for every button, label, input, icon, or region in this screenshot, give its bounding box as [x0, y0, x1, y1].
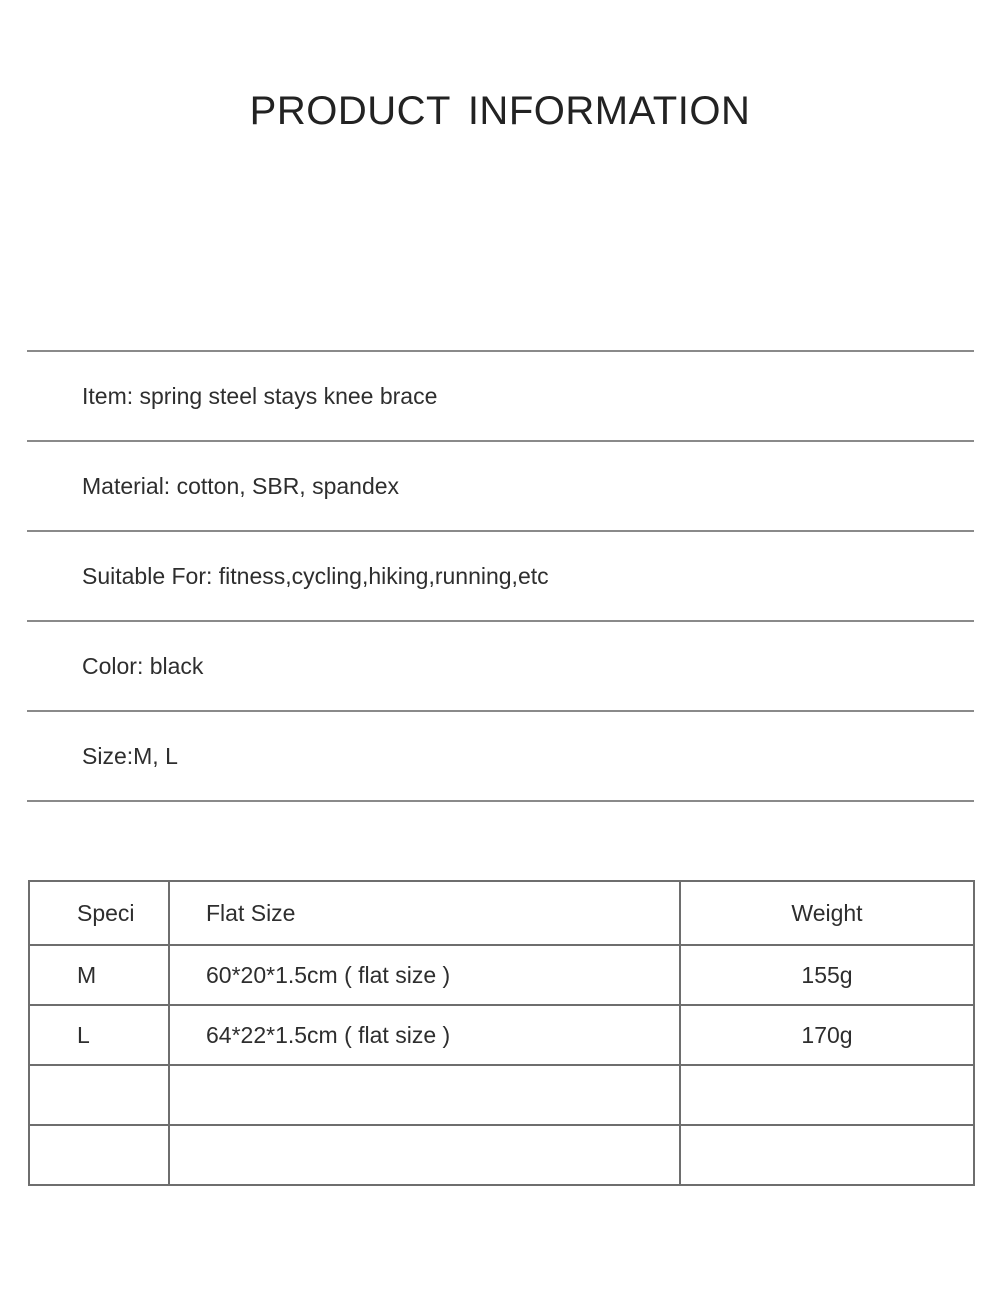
product-info-list: [27, 350, 974, 802]
header-flat-size: Flat Size: [169, 881, 680, 945]
cell-weight: [680, 1125, 974, 1185]
cell-weight: 155g: [680, 945, 974, 1005]
info-item-size: Size:M, L: [82, 742, 178, 769]
cell-speci: [29, 1125, 169, 1185]
cell-flat-size: [169, 1065, 680, 1125]
cell-weight: 170g: [680, 1005, 974, 1065]
header-speci: Speci: [29, 881, 169, 945]
cell-flat-size: 60*20*1.5cm ( flat size ): [169, 945, 680, 1005]
divider: [27, 800, 974, 802]
header-weight: Weight: [680, 881, 974, 945]
page-title: PRODUCT INFORMATION: [249, 89, 751, 133]
table-row: [29, 1065, 974, 1125]
info-item-suitable-for: Suitable For: fitness,cycling,hiking,running,etc: [82, 562, 549, 589]
cell-flat-size: 64*22*1.5cm ( flat size ): [169, 1005, 680, 1065]
table-row: [29, 1005, 974, 1065]
info-item-color: Color: black: [82, 652, 204, 679]
table-header-row: [29, 881, 974, 945]
cell-flat-size: [169, 1125, 680, 1185]
cell-speci: M: [29, 945, 169, 1005]
cell-speci: [29, 1065, 169, 1125]
size-spec-table: [28, 880, 975, 1186]
info-item-material: Material: cotton, SBR, spandex: [82, 472, 400, 499]
table-row: [29, 945, 974, 1005]
info-item-item: Item: spring steel stays knee brace: [82, 382, 438, 409]
table-row: [29, 1125, 974, 1185]
cell-speci: L: [29, 1005, 169, 1065]
cell-weight: [680, 1065, 974, 1125]
